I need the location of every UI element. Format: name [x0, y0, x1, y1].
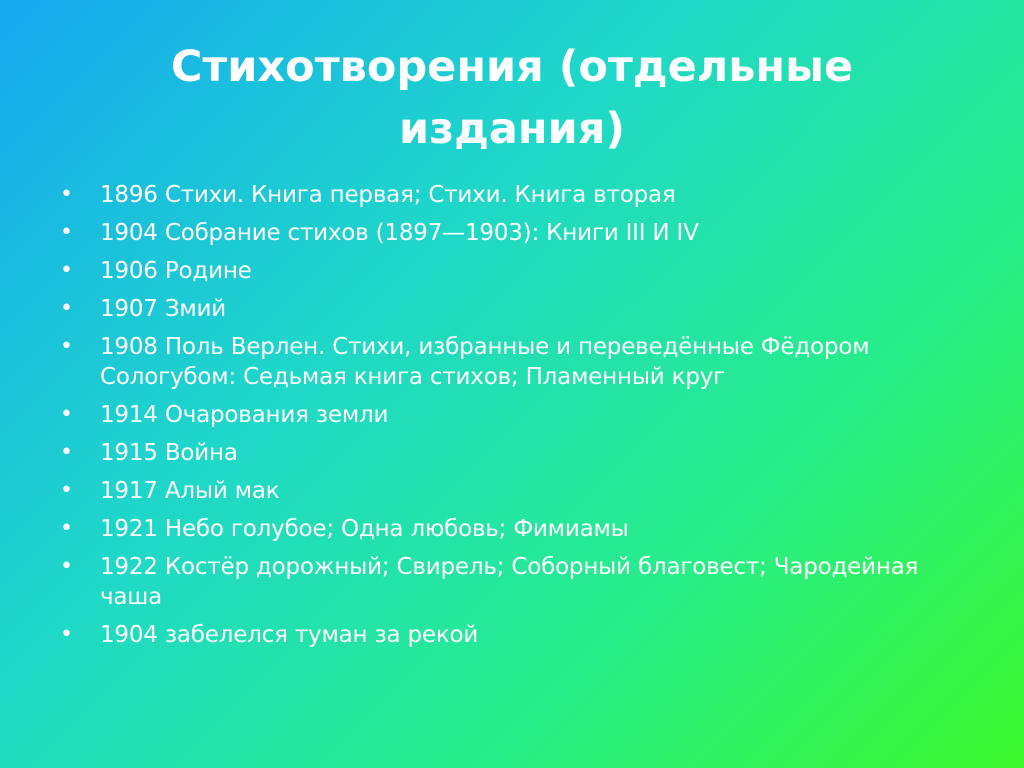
- list-item-text: 1915 Война: [100, 440, 238, 466]
- list-item-text: 1914 Очарования земли: [100, 402, 389, 428]
- list-item: [60, 218, 980, 248]
- bullet-icon: •: [60, 440, 73, 465]
- list-item: [60, 514, 980, 544]
- slide-title: [100, 36, 924, 160]
- list-item: [60, 294, 980, 324]
- bullet-icon: •: [60, 182, 73, 207]
- list-item: [60, 180, 980, 210]
- list-item: [60, 256, 980, 286]
- bullet-icon: •: [60, 622, 73, 647]
- bullet-icon: •: [60, 478, 73, 503]
- list-item: [60, 438, 980, 468]
- list-item-text: 1904 забелелся туман за рекой: [100, 622, 479, 648]
- bullet-icon: •: [60, 296, 73, 321]
- slide-title-line-1: Стихотворения (отдельные: [170, 42, 854, 92]
- list-item: [60, 400, 980, 430]
- bullet-icon: •: [60, 402, 73, 427]
- bullet-icon: •: [60, 516, 73, 541]
- list-item-text: 1906 Родине: [100, 258, 252, 284]
- list-item: [60, 620, 980, 650]
- list-item: [60, 332, 980, 392]
- bullet-icon: •: [60, 554, 73, 579]
- bullet-list: [60, 180, 980, 658]
- list-item-text: 1908 Поль Верлен. Стихи, избранные и переведённые Фёдором Сологубом: Седьмая книга стихов; Пламенный круг: [100, 334, 870, 390]
- list-item-text: 1904 Собрание стихов (1897—1903): Книги III И IV: [100, 220, 699, 246]
- list-item-text: 1921 Небо голубое; Одна любовь; Фимиамы: [100, 516, 629, 542]
- list-item: [60, 476, 980, 506]
- list-item-text: 1907 Змий: [100, 296, 227, 322]
- list-item-text: 1922 Костёр дорожный; Свирель; Соборный благовест; Чародейная чаша: [100, 554, 919, 610]
- list-item-text: 1896 Стихи. Книга первая; Стихи. Книга вторая: [100, 182, 676, 208]
- bullet-icon: •: [60, 258, 73, 283]
- list-item: [60, 552, 980, 612]
- slide-title-line-2: издания): [399, 104, 625, 154]
- bullet-icon: •: [60, 220, 73, 245]
- list-item-text: 1917 Алый мак: [100, 478, 280, 504]
- bullet-icon: •: [60, 334, 73, 359]
